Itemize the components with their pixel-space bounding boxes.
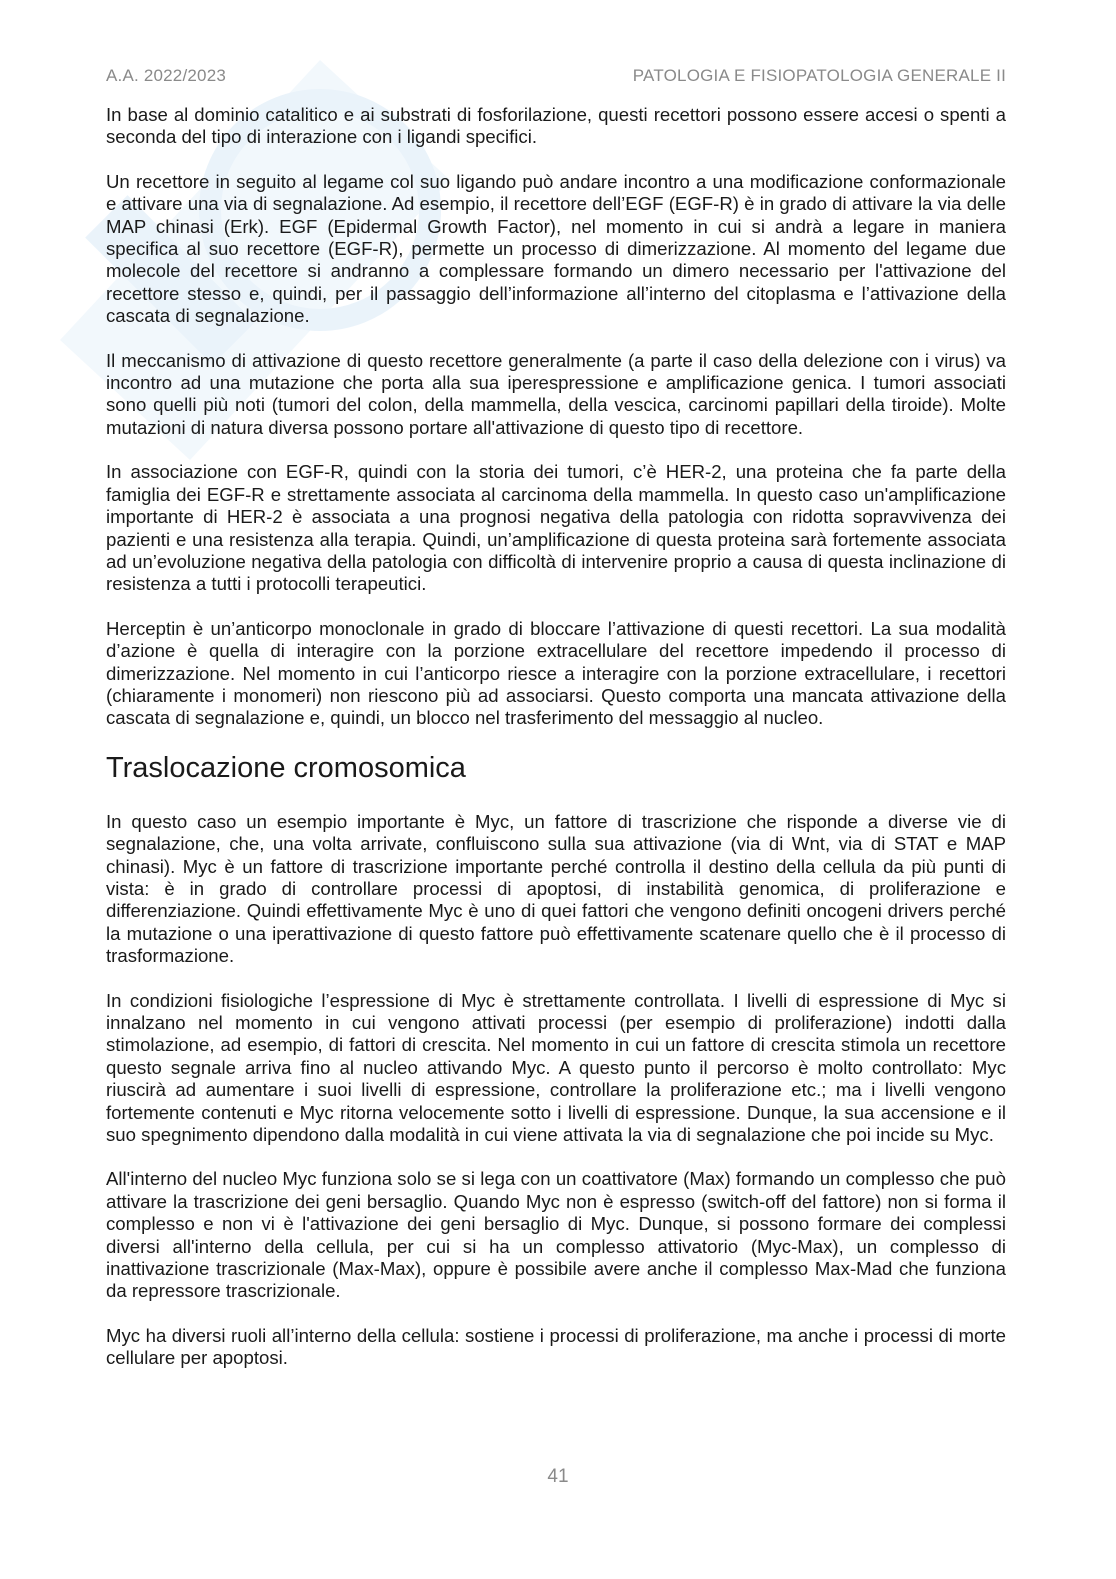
paragraph: In questo caso un esempio importante è Myc, un fattore di trascrizione che risponde a diverse vie di segnalazione, che, una volta arrivate, confluiscono sulla sua attivazione (via di Wnt, via di STAT e MAP chinasi). Myc è un fattore di trascrizione importante perché controlla il destino della cellula da più punti di vista: è in grado di controllare processi di apoptosi, di instabilità genomica, di proliferazione e differenziazione. Quindi effettivamente Myc è uno di quei fattori che vengono definiti oncogeni drivers perché la mutazione o una iperattivazione di questo fattore può effettivamente scatenare quello che è il processo di trasformazione. xyxy=(106,810,1006,967)
header-course-title: PATOLOGIA E FISIOPATOLOGIA GENERALE II xyxy=(632,66,1006,85)
paragraph: In associazione con EGF-R, quindi con la storia dei tumori, c’è HER-2, una proteina che fa parte della famiglia dei EGF-R e strettamente associata al carcinoma della mammella. In questo caso un'amplificazione importante di HER-2 è associata a una prognosi negativa della patologia con ridotta sopravvivenza dei pazienti e una resistenza alla terapia. Quindi, un’amplificazione di questa proteina sarà fortemente associata ad un’evoluzione negativa della patologia con difficoltà di intervenire proprio a causa di questa inclinazione di resistenza a tutti i protocolli terapeutici. xyxy=(106,461,1006,595)
paragraph: All'interno del nucleo Myc funziona solo se si lega con un coattivatore (Max) formando un complesso che può attivare la trascrizione dei geni bersaglio. Quando Myc non è espresso (switch-off del fattore) non si forma il complesso e non vi è l'attivazione dei geni bersaglio di Myc. Dunque, si possono formare dei complessi diversi all'interno della cellula, per cui si ha un complesso attivatorio (Myc-Max), un complesso di inattivazione trascrizionale (Max-Max), oppure è possibile avere anche il complesso Max-Mad che funziona da repressore trascrizionale. xyxy=(106,1168,1006,1302)
paragraph: In base al dominio catalitico e ai substrati di fosforilazione, questi recettori possono essere accesi o spenti a seconda del tipo di interazione con i ligandi specifici. xyxy=(106,104,1006,148)
paragraph: Herceptin è un’anticorpo monoclonale in grado di bloccare l’attivazione di questi recettori. La sua modalità d’azione è quella di interagire con la porzione extracellulare del recettore impedendo il processo di dimerizzazione. Nel momento in cui l’anticorpo riesce a interagire con la porzione extracellulare, i recettori (chiaramente i monomeri) non riescono più ad associarsi. Questo comporta una mancata attivazione della cascata di segnalazione e, quindi, un blocco nel trasferimento del messaggio al nucleo. xyxy=(106,617,1006,729)
section-title: Traslocazione cromosomica xyxy=(106,751,466,784)
page-number: 41 xyxy=(547,1466,569,1487)
header-course-year: A.A. 2022/2023 xyxy=(106,66,227,85)
paragraph: Il meccanismo di attivazione di questo recettore generalmente (a parte il caso della delezione con i virus) va incontro ad una mutazione che porta alla sua iperespressione e amplificazione genica. I tumori associati sono quelli più noti (tumori del colon, della mammella, della vescica, carcinomi papillari della tiroide). Molte mutazioni di natura diversa possono portare all'attivazione di questo tipo di recettore. xyxy=(106,349,1006,438)
paragraph: Un recettore in seguito al legame col suo ligando può andare incontro a una modificazione conformazionale e attivare una via di segnalazione. Ad esempio, il recettore dell’EGF (EGF-R) è in grado di attivare la via delle MAP chinasi (Erk). EGF (Epidermal Growth Factor), nel momento in cui si andrà a legare in maniera specifica al suo recettore (EGF-R), permette un processo di dimerizzazione. Al momento del legame due molecole del recettore si andranno a complessare formando un dimero necessario per l'attivazione del recettore stesso e, quindi, per il passaggio dell’informazione all’interno del citoplasma e l’attivazione della cascata di segnalazione. xyxy=(106,170,1006,327)
paragraph: Myc ha diversi ruoli all’interno della cellula: sostiene i processi di proliferazione, ma anche i processi di morte cellulare per apoptosi. xyxy=(106,1324,1006,1369)
page-content xyxy=(106,104,1006,1392)
paragraph: In condizioni fisiologiche l’espressione di Myc è strettamente controllata. I livelli di espressione di Myc si innalzano nel momento in cui vengono attivati processi (per esempio di proliferazione) indotti dalla stimolazione, ad esempio, di fattori di crescita. Nel momento in cui un fattore di crescita stimola un recettore questo segnale arriva fino al nucleo attivando Myc. A questo punto il percorso è molto controllato: Myc riuscirà ad aumentare i suoi livelli di espressione, controllare la proliferazione etc.; ma i livelli vengono fortemente contenuti e Myc ritorna velocemente sotto i livelli di espressione. Dunque, la sua accensione e il suo spegnimento dipendono dalla modalità in cui viene attivata la via di segnalazione che poi incide su Myc. xyxy=(106,989,1006,1146)
